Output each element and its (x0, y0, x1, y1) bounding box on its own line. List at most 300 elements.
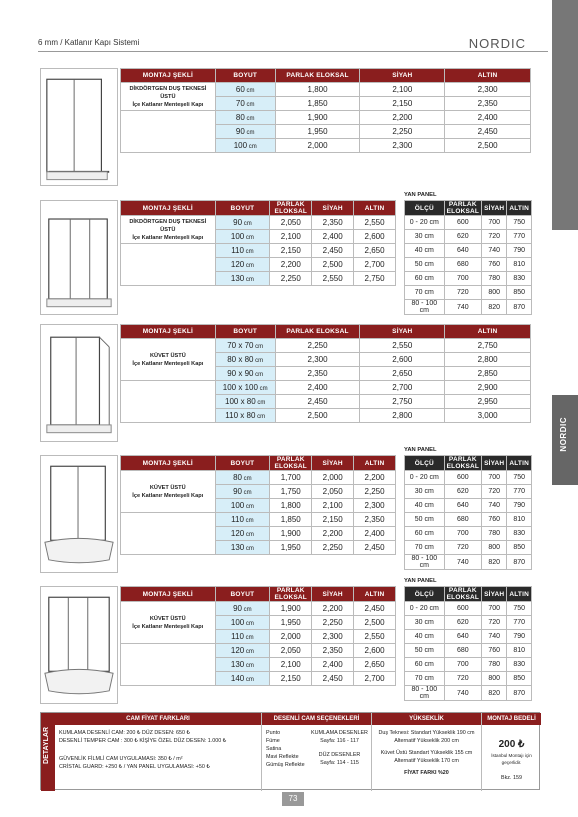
montaj-column (481, 713, 541, 791)
table-header-cell: ALTIN (354, 587, 396, 602)
table-cell: 700 (444, 272, 481, 286)
table-cell: 1,900 (270, 602, 312, 616)
table-row (405, 658, 532, 672)
table-cell (121, 216, 216, 244)
table-cell: 720 (482, 485, 507, 499)
table-cell: 2,250 (312, 541, 354, 555)
table-cell: 70 cm (405, 286, 445, 300)
table-cell: 870 (507, 300, 532, 315)
table-cell: 700 (444, 658, 481, 672)
table-cell: 680 (444, 644, 481, 658)
table-header-cell: PARLAK ELOKSAL (270, 201, 312, 216)
table-cell: 2,750 (360, 395, 445, 409)
unit-label: cm (244, 532, 254, 538)
table-cell: 2,300 (275, 353, 360, 367)
table-cell: 2,700 (354, 258, 396, 272)
text-line (262, 725, 371, 769)
table-cell: 600 (444, 216, 481, 230)
unit-label: cm (244, 277, 254, 283)
table-cell: 680 (444, 258, 481, 272)
table-cell: 1,850 (270, 513, 312, 527)
product-image (40, 586, 118, 704)
table-header-cell: BOYUT (215, 456, 270, 471)
unit-label: cm (244, 88, 255, 94)
table-cell: 2,450 (275, 395, 360, 409)
header-rule (38, 51, 548, 52)
table-cell: 130 cm (215, 272, 270, 286)
table-cell: 3,000 (445, 409, 531, 423)
table-cell (121, 244, 216, 286)
table-cell: 140 cm (215, 672, 270, 686)
table-cell: 110 cm (215, 630, 270, 644)
table-cell: 2,400 (312, 230, 354, 244)
table-cell: 2,450 (312, 244, 354, 258)
table-cell: 640 (444, 244, 481, 258)
unit-label: cm (242, 476, 252, 482)
text-line: CAM FİYAT FARKLARI (55, 713, 261, 725)
text-line: İçe Katlanır Menteşeli Kapı (132, 234, 204, 241)
table-header-cell: MONTAJ ŞEKLİ (121, 587, 216, 602)
unit-label: cm (242, 490, 252, 496)
table-cell: 2,050 (270, 644, 312, 658)
unit-label: cm (244, 102, 255, 108)
text-line: KÜVET ÜSTÜ (150, 352, 186, 359)
table-cell: 2,050 (270, 216, 312, 230)
table-row (405, 616, 532, 630)
table-cell: 120 cm (215, 258, 270, 272)
table-cell: 770 (507, 616, 532, 630)
table-cell: 820 (482, 555, 507, 570)
table-cell: 2,100 (312, 499, 354, 513)
table-header-cell: SİYAH (360, 69, 445, 83)
table-cell: 110 cm (215, 244, 270, 258)
table-cell: 2,100 (270, 230, 312, 244)
table-cell: 810 (507, 513, 532, 527)
table-cell: 100 cm (215, 499, 270, 513)
text-line: Füme (266, 738, 280, 744)
price-table-4 (120, 455, 396, 555)
table-cell: 850 (507, 541, 532, 555)
product-image (40, 68, 118, 186)
text-line: İçe Katlanır Menteşeli Kapı (132, 623, 204, 630)
table-cell: 2,250 (275, 339, 360, 353)
table-cell: 620 (444, 230, 481, 244)
table-cell: 720 (444, 286, 481, 300)
table-cell: 110 cm (215, 513, 270, 527)
table-cell (121, 644, 216, 686)
table-row (121, 644, 396, 658)
table-header-cell: ALTIN (445, 69, 531, 83)
table-cell: 60 cm (405, 527, 445, 541)
table-cell: 2,550 (312, 272, 354, 286)
unit-label: cm (253, 344, 264, 350)
table-header-cell: ÖLÇÜ (405, 456, 445, 471)
table-cell: 80 cm (215, 111, 275, 125)
table-cell: 700 (482, 602, 507, 616)
table-cell: 30 cm (405, 485, 445, 499)
table-cell: 2,650 (354, 658, 396, 672)
table-header-cell: MONTAJ ŞEKLİ (121, 456, 216, 471)
table-row (405, 300, 532, 315)
yan-panel-label: YAN PANEL (404, 192, 437, 198)
text-line: KUMLAMA DESENLER (311, 730, 368, 736)
text-line: FİYAT FARKI %20 (404, 770, 449, 776)
table-cell: 620 (444, 616, 481, 630)
text-line: Punto (266, 730, 281, 736)
yukseklik-column (371, 713, 481, 791)
table-cell: 720 (444, 541, 481, 555)
table-cell: 2,800 (360, 409, 445, 423)
table-cell: 2,300 (360, 139, 445, 153)
table-cell: 90 cm (215, 485, 270, 499)
unit-label: cm (255, 414, 266, 420)
table-row (121, 381, 531, 395)
table-cell: 2,050 (312, 485, 354, 499)
table-cell: 2,650 (360, 367, 445, 381)
text-line: Mavi Reflekte (266, 754, 299, 760)
table-cell: 80 - 100 cm (405, 300, 445, 315)
table-cell: 50 cm (405, 513, 445, 527)
text-line (308, 725, 371, 769)
text-line: DİKDÖRTGEN DUŞ TEKNESİ ÜSTÜ (129, 85, 207, 100)
text-line: KÜVET ÜSTÜ (149, 484, 186, 491)
table-cell: 640 (444, 630, 481, 644)
table-cell: 2,200 (312, 527, 354, 541)
table-cell: 2,400 (445, 111, 531, 125)
text-line: MONTAJ BEDELİ (482, 713, 541, 725)
page-number: 73 (282, 792, 304, 806)
table-cell: 2,350 (312, 644, 354, 658)
table-cell: 130 cm (215, 658, 270, 672)
table-cell: 2,200 (270, 258, 312, 272)
table-cell: 780 (482, 527, 507, 541)
unit-label: cm (255, 400, 266, 406)
table-cell: 1,950 (275, 125, 360, 139)
table-header-cell: BOYUT (215, 325, 275, 339)
side-tab-top (552, 0, 578, 230)
table-cell: 2,800 (445, 353, 531, 367)
table-cell: 60 cm (215, 83, 275, 97)
table-row (405, 244, 532, 258)
unit-label: cm (244, 130, 255, 136)
table-header-cell: ALTIN (354, 201, 396, 216)
table-cell: 120 cm (215, 527, 270, 541)
unit-label: cm (244, 663, 254, 669)
side-tab-nordic (552, 395, 578, 485)
table-cell: 50 cm (405, 258, 445, 272)
product-image (40, 200, 118, 315)
text-line: Duş Teknesi: Standart Yükseklik 190 cm (378, 730, 475, 736)
text-line: GÜVENLİK FİLMLİ CAM UYGULAMASI: 350 ₺ / m² (59, 756, 183, 762)
table-cell: 800 (482, 672, 507, 686)
table-cell: 2,250 (354, 485, 396, 499)
table-cell: 2,000 (312, 471, 354, 485)
table-row (405, 485, 532, 499)
table-header-cell: ÖLÇÜ (405, 201, 445, 216)
table-header-cell: PARLAK ELOKSAL (444, 587, 481, 602)
table-cell: 2,600 (360, 353, 445, 367)
unit-label: cm (253, 358, 264, 364)
table-cell: 810 (507, 644, 532, 658)
table-cell: 100 x 100 cm (215, 381, 275, 395)
table-cell: 2,100 (360, 83, 445, 97)
table-header-cell: BOYUT (215, 69, 275, 83)
table-cell: 720 (444, 672, 481, 686)
table-header-cell: SİYAH (482, 456, 507, 471)
table-row (405, 513, 532, 527)
table-cell: 820 (482, 686, 507, 701)
table-cell: 2,550 (354, 216, 396, 230)
table-cell: 2,400 (312, 658, 354, 672)
unit-label: cm (244, 677, 254, 683)
table-row (405, 499, 532, 513)
table-header-cell: ALTIN (354, 456, 396, 471)
table-cell (121, 602, 216, 644)
table-cell: 2,200 (354, 471, 396, 485)
table-row (405, 230, 532, 244)
table-cell: 2,000 (270, 630, 312, 644)
table-cell: 2,250 (270, 272, 312, 286)
table-cell: 1,800 (270, 499, 312, 513)
unit-label: cm (244, 649, 254, 655)
table-cell: 2,350 (445, 97, 531, 111)
text-line: 200 ₺ (498, 739, 525, 750)
table-header-cell: PARLAK ELOKSAL (275, 69, 360, 83)
table-header-cell: ÖLÇÜ (405, 587, 445, 602)
table-header-cell: SİYAH (360, 325, 445, 339)
yan-panel-table-1 (404, 200, 532, 315)
price-table-1 (120, 68, 531, 153)
table-cell: 790 (507, 630, 532, 644)
table-cell: 80 cm (215, 471, 270, 485)
table-cell: 80 x 80 cm (215, 353, 275, 367)
table-cell (121, 471, 216, 513)
table-header-cell: ALTIN (507, 587, 532, 602)
table-cell: 0 - 20 cm (405, 471, 445, 485)
table-row (121, 69, 531, 83)
table-row (405, 541, 532, 555)
table-cell: 1,700 (270, 471, 312, 485)
table-cell: 120 cm (215, 644, 270, 658)
text-line: Satina (266, 746, 282, 752)
table-cell: 1,900 (275, 111, 360, 125)
table-cell: 70 x 70 cm (215, 339, 275, 353)
unit-label: cm (257, 386, 268, 392)
table-header-cell: SİYAH (312, 587, 354, 602)
table-cell: 60 cm (405, 658, 445, 672)
table-cell: 740 (444, 686, 481, 701)
table-cell: 2,150 (312, 513, 354, 527)
table-row (121, 513, 396, 527)
unit-label: cm (244, 504, 254, 510)
table-row (405, 555, 532, 570)
table-row (121, 83, 531, 97)
table-cell: 800 (482, 286, 507, 300)
table-cell: 100 cm (215, 230, 270, 244)
table-cell: 2,900 (445, 381, 531, 395)
text-line: İçe Katlanır Menteşeli Kapı (132, 492, 204, 499)
table-cell: 830 (507, 527, 532, 541)
table-cell: 2,700 (354, 672, 396, 686)
table-header-cell: SİYAH (482, 587, 507, 602)
table-cell: 30 cm (405, 616, 445, 630)
table-row (121, 244, 396, 258)
table-cell: 870 (507, 555, 532, 570)
table-row (121, 216, 396, 230)
yan-panel-table-2 (404, 455, 532, 570)
table-cell: 2,200 (360, 111, 445, 125)
table-cell (121, 381, 216, 423)
table-header-cell: MONTAJ ŞEKLİ (121, 201, 216, 216)
table-row (405, 527, 532, 541)
table-row (405, 201, 532, 216)
table-cell: 1,950 (270, 616, 312, 630)
table-cell: 720 (482, 230, 507, 244)
table-row (405, 471, 532, 485)
table-cell: 70 cm (215, 97, 275, 111)
table-row (121, 339, 531, 353)
table-cell: 2,500 (275, 409, 360, 423)
table-header-cell: MONTAJ ŞEKLİ (121, 69, 216, 83)
table-row (121, 456, 396, 471)
table-cell: 2,300 (312, 630, 354, 644)
text-line: İçe Katlanır Menteşeli Kapı (132, 101, 204, 108)
table-cell: 800 (482, 541, 507, 555)
unit-label: cm (243, 518, 254, 524)
table-cell: 760 (482, 644, 507, 658)
page-subtitle: 6 mm / Katlanır Kapı Sistemi (38, 38, 140, 47)
table-header-cell: ALTIN (507, 201, 532, 216)
table-cell: 700 (482, 216, 507, 230)
table-cell: 790 (507, 244, 532, 258)
table-cell: 100 x 80 cm (215, 395, 275, 409)
table-cell: 780 (482, 658, 507, 672)
text-line: Gümüş Reflekte (266, 762, 305, 768)
table-cell: 2,100 (270, 658, 312, 672)
table-cell: 100 cm (215, 139, 275, 153)
table-cell: 810 (507, 258, 532, 272)
table-cell: 1,900 (270, 527, 312, 541)
table-cell: 2,450 (312, 672, 354, 686)
unit-label: cm (244, 621, 254, 627)
table-cell: 90 cm (215, 125, 275, 139)
table-header-cell: PARLAK ELOKSAL (270, 456, 312, 471)
table-cell: 850 (507, 672, 532, 686)
text-line: YÜKSEKLİK (372, 713, 481, 725)
table-cell: 2,500 (354, 616, 396, 630)
table-cell: 680 (444, 513, 481, 527)
text-line: Sayfa: 114 - 115 (320, 760, 359, 766)
table-cell: 110 x 80 cm (215, 409, 275, 423)
table-cell: 2,150 (270, 244, 312, 258)
table-cell: 2,150 (270, 672, 312, 686)
table-cell: 830 (507, 658, 532, 672)
table-cell: 1,950 (270, 541, 312, 555)
table-cell: 2,350 (354, 513, 396, 527)
table-cell: 2,350 (312, 216, 354, 230)
table-cell: 700 (444, 527, 481, 541)
details-footer (40, 712, 540, 790)
table-header-cell: SİYAH (482, 201, 507, 216)
table-cell: 1,800 (275, 83, 360, 97)
unit-label: cm (253, 372, 264, 378)
unit-label: cm (242, 221, 252, 227)
table-cell: 2,500 (445, 139, 531, 153)
yan-panel-table-3 (404, 586, 532, 701)
table-cell: 2,650 (354, 244, 396, 258)
table-row (405, 272, 532, 286)
table-cell: 2,700 (360, 381, 445, 395)
table-row (121, 201, 396, 216)
table-header-cell: BOYUT (215, 201, 270, 216)
text-line: İstanbul Montajı için geçerlidir. (491, 753, 532, 765)
table-cell: 750 (507, 602, 532, 616)
table-cell: 0 - 20 cm (405, 602, 445, 616)
table-cell: 720 (482, 616, 507, 630)
table-row (405, 602, 532, 616)
table-cell: 2,450 (354, 602, 396, 616)
table-cell (121, 83, 216, 111)
table-row (121, 471, 396, 485)
table-cell: 60 cm (405, 272, 445, 286)
table-header-cell: PARLAK ELOKSAL (444, 201, 481, 216)
table-cell: 2,450 (354, 541, 396, 555)
table-cell: 2,000 (275, 139, 360, 153)
table-cell: 2,950 (445, 395, 531, 409)
table-cell: 2,350 (275, 367, 360, 381)
brand-title: NORDIC (468, 36, 526, 51)
text-line (262, 725, 308, 769)
text-line: Küvet Üstü Standart Yükseklik 155 cm (380, 750, 473, 756)
table-cell: 100 cm (215, 616, 270, 630)
text-line: DİKDÖRTGEN DUŞ TEKNESİ ÜSTÜ (129, 218, 207, 233)
table-cell: 2,550 (354, 630, 396, 644)
table-cell: 2,250 (360, 125, 445, 139)
table-cell: 80 - 100 cm (405, 555, 445, 570)
table-cell: 40 cm (405, 244, 445, 258)
table-header-cell: ALTIN (507, 456, 532, 471)
table-header-cell: PARLAK ELOKSAL (275, 325, 360, 339)
text-line: Alternatif Yükseklik 200 cm (394, 738, 459, 744)
table-row (405, 456, 532, 471)
table-cell: 2,300 (445, 83, 531, 97)
table-header-cell: PARLAK ELOKSAL (444, 456, 481, 471)
table-cell: 2,400 (354, 527, 396, 541)
table-cell: 740 (444, 300, 481, 315)
table-cell: 830 (507, 272, 532, 286)
table-cell: 2,250 (312, 616, 354, 630)
table-cell: 740 (482, 499, 507, 513)
unit-label: cm (244, 235, 254, 241)
text-line: KUMLAMA DESENLİ CAM: 200 ₺ DÜZ DESEN: 650 ₺ (59, 730, 190, 736)
table-row (405, 630, 532, 644)
yan-panel-label: YAN PANEL (404, 578, 437, 584)
table-row (405, 644, 532, 658)
table-row (121, 602, 396, 616)
unit-label: cm (244, 263, 254, 269)
table-cell: 90 cm (215, 602, 270, 616)
table-row (121, 111, 531, 125)
text-line: DESENLİ TEMPER CAM : 300 ₺ KİŞİYE ÖZEL DÜZ DESEN: 1.000 ₺ (59, 738, 227, 744)
table-cell: 2,200 (312, 602, 354, 616)
cam-column (55, 713, 261, 791)
table-cell: 2,550 (360, 339, 445, 353)
text-line: DÜZ DESENLER (318, 752, 361, 758)
table-header-cell: ALTIN (445, 325, 531, 339)
table-cell: 600 (444, 602, 481, 616)
table-cell: 130 cm (215, 541, 270, 555)
table-cell: 750 (507, 216, 532, 230)
